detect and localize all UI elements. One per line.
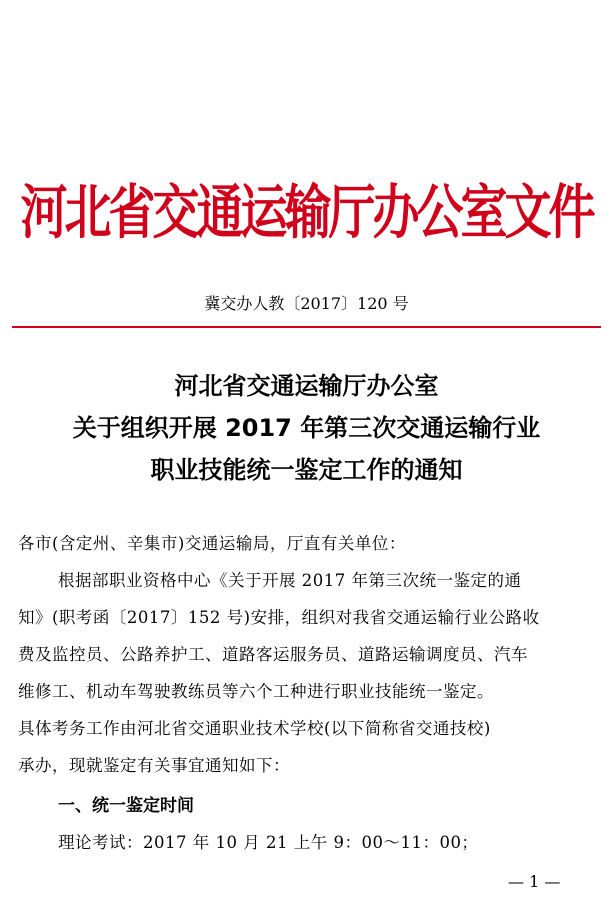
notice-title-line-1: 河北省交通运输厅办公室 [174,372,439,400]
notice-title-line-3: 职业技能统一鉴定工作的通知 [150,456,463,484]
issuer-header-title: 河北省交通运输厅办公室文件 [20,178,593,248]
paragraph-line: 具体考务工作由河北省交通职业技术学校(以下简称省交通技校) [18,719,491,738]
red-separator-line [12,326,601,328]
salutation: 各市(含定州、辛集市)交通运输局，厅直有关单位： [18,534,406,553]
paragraph-line: 维修工、机动车驾驶教练员等六个工种进行职业技能统一鉴定。 [18,682,494,701]
paragraph-line: 根据部职业资格中心《关于开展 2017 年第三次统一鉴定的通 [58,571,522,590]
section-heading: 一、统一鉴定时间 [58,796,194,816]
document-number: 冀交办人教〔2017〕120 号 [204,294,409,313]
notice-title-line-2: 关于组织开展 2017 年第三次交通运输行业 [72,414,541,442]
paragraph-line: 知》(职考函〔2017〕152 号)安排，组织对我省交通运输行业公路收 [18,608,540,627]
page-number: — 1 — [508,872,561,891]
paragraph-line: 费及监控员、公路养护工、道路客运服务员、道路运输调度员、汽车 [18,645,528,664]
paragraph-line: 承办，现就鉴定有关事宜通知如下： [18,756,290,775]
exam-time-line: 理论考试：2017 年 10 月 21 上午 9：00～11：00； [58,833,479,852]
